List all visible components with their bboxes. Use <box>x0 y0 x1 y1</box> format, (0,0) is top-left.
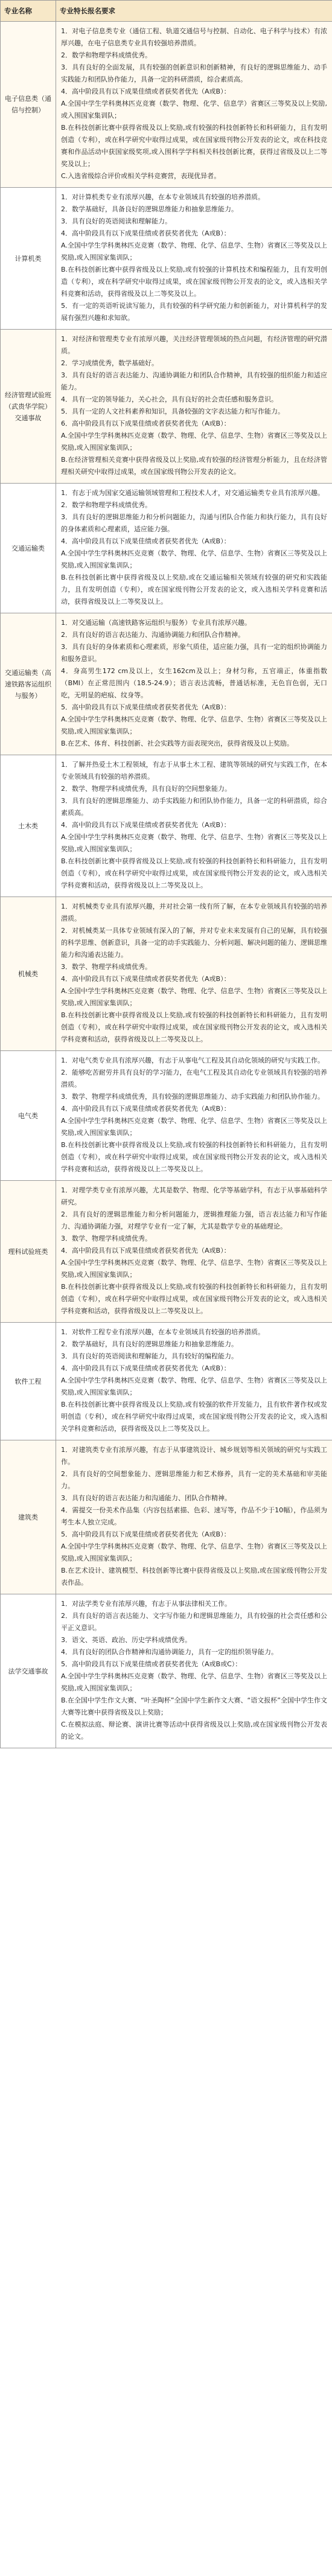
requirement-item: A.全国中学生学科奥林匹克竞赛（数学、物理、化学、信息学、生物）省赛区三等奖及以上奖励,或入围国家集训队； <box>61 1542 327 1562</box>
table-row <box>1 1181 332 1323</box>
requirement-list <box>56 484 332 613</box>
requirement-item: 2．具有良好的语言表达能力、文字写作能力和逻辑思维能力，具有较强的社会责任感和公平正义意识。 <box>61 1612 327 1632</box>
requirement-item: A.全国中学生学科奥林匹克竞赛（数学、物理、化学、信息学、生物）省赛区三等奖及以上奖励,或入围国家集训队； <box>61 1376 327 1396</box>
major-name: 软件工程 <box>1 1323 56 1440</box>
requirement-item: 3．具有良好的语言表达能力、沟通协调能力和团队合作精神，具有较强的组织能力和适应能力。 <box>61 371 327 391</box>
header-requirements: 专业特长报名要求 <box>56 1 332 22</box>
requirement-item: 4．高中阶段具有以下成果佳绩或者获奖者优先（A或B）： <box>61 821 231 829</box>
major-name: 建筑类 <box>1 1440 56 1594</box>
requirement-item: B.在科技创新比赛中获得省级及以上奖励,或有较强的科技创新特长和科研能力，且有发明创造（专利），或在科学研究中取得过成果，或在国家级刊物公开发表的论文，或入选相关学科竞赛和活动，获得省级及以上二等奖及以上。 <box>61 1011 327 1043</box>
requirement-item: 1．对理学类专业有浓厚兴趣，尤其是数学、物理、化学等基础学科，有志于从事基础科学研究。 <box>61 1186 327 1206</box>
table-row <box>1 1051 332 1181</box>
requirement-item: 1．对电子信息类专业（通信工程、轨道交通信号与控制、自动化、电子科学与技术）有浓厚兴趣，在电子信息类专业具有较强培养潜质。 <box>61 27 327 47</box>
table-row <box>1 1440 332 1594</box>
table-row <box>1 1323 332 1440</box>
major-name: 法学交通事故 <box>1 1594 56 1748</box>
requirement-list <box>56 1051 332 1181</box>
requirement-item: A.全国中学生学科奥林匹克竞赛（数学、物理、化学、信息学、生物）省赛区三等奖及以上奖励,或入围国家集训队； <box>61 715 327 735</box>
table-body <box>1 22 332 1748</box>
requirement-item: B.在科技创新比赛中获得省级及以上奖励,或有较强的科技创新特长和科研能力，且有发明创造（专利），或在科学研究中取得过成果，或在国家级刊物公开发表的论文，或入选相关学科竞赛和活动，获得省级及以上二等奖及以上。 <box>61 857 327 889</box>
major-name: 计算机类 <box>1 188 56 330</box>
requirement-list <box>56 1323 332 1440</box>
requirement-list <box>56 22 332 188</box>
major-name: 机械类 <box>1 897 56 1051</box>
major-name: 经济管理试验班（武贵华学院）交通事故 <box>1 330 56 484</box>
requirement-item: 1．对交通运输（高速铁路客运组织与服务）专业具有浓厚兴趣。 <box>61 619 251 627</box>
requirement-item: 1．对建筑类专业有浓厚兴趣，有志于从事建筑设计、城乡规划等相关领域的研究与实践工作。 <box>61 1446 327 1466</box>
requirement-item: 3．具有良好的全面发展，具有较强的创新意识和创新精神，有良好的逻辑思维能力、动手实践能力和团队协作能力，具备一定的科研潜质，综合素质高。 <box>61 63 327 83</box>
requirement-item: B.在科技创新比赛中获得省级及以上奖励,或有较强的科技创新特长和科研能力，且有发明创造（专利），或在科学研究中取得过成果，或在国家级刊物公开发表的论文，或在科技竞赛和作品活动中获国家级奖项,或入围科学学科相关科技创新比赛，获得过省级及以上二等奖及以上； <box>61 124 327 168</box>
header-major: 专业名称 <box>1 1 56 22</box>
requirement-item: 2．数学基础好，具有良好的逻辑思维能力和抽象思维能力。 <box>61 1340 238 1348</box>
requirement-item: 5．有一定的英语听说读写能力，具有较强的科学研究能力和创新能力，对计算机科学的发展有强烈兴趣和求知欲。 <box>61 302 327 322</box>
requirement-item: 4．需提交一份美术作品集（内容包括素描、色彩、速写等，作品不少于10幅），作品须为考生本人独立完成。 <box>61 1506 327 1526</box>
requirement-list <box>56 1181 332 1323</box>
requirement-item: 4．高中阶段具有以下成果佳绩或者获奖者优先（A或B）： <box>61 229 231 237</box>
requirement-item: A.全国中学生学科奥林匹克竞赛（数学、物理、化学、信息学、生物）省赛区三等奖及以上奖励,或入围国家集训队； <box>61 549 327 569</box>
table-row <box>1 613 332 755</box>
requirement-item: 3．数学、物理学科成绩优秀。 <box>61 1235 152 1242</box>
requirement-item: B.在科技创新比赛中获得省级及以上奖励,或有较强的科技创新特长和科研能力，且有发明创造（专利），或在科学研究中取得过成果，或在国家级刊物公开发表的论文，或入选相关学科竞赛和活动，获得省级及以上二等奖及以上。 <box>61 1283 327 1315</box>
major-name: 土木类 <box>1 755 56 897</box>
requirement-item: A.全国中学生学科奥林匹克竞赛（数学、物理、化学、信息学、生物）省赛区三等奖及以上奖励,或入围国家集训队； <box>61 987 327 1007</box>
requirement-item: 2．具有良好的逻辑思维能力和分析问题能力，逻辑推理能力强，语言表达能力和写作能力、沟通协调能力强，对理学专业有一定了解，尤其是数学专业的基础理论。 <box>61 1210 327 1230</box>
requirement-item: 3．数学、物理学科成绩优秀。 <box>61 963 152 971</box>
requirement-item: 5．高中阶段具有以下成果佳绩或者获奖者优先（A或B）： <box>61 1530 231 1538</box>
requirement-item: A.全国中学生学科奥林匹克竞赛（数学、物理、化学、信息学、生物）省赛区三等奖及以上奖励,或入围国家集训队； <box>61 1259 327 1279</box>
requirement-item: 5．高中阶段具有以下成果佳绩或者获奖者优先（A或B）： <box>61 703 231 711</box>
requirement-item: A.全国中学生学科奥林匹克竞赛（数学、物理、化学、信息学、生物）省赛区三等奖及以上奖励,或入围国家集训队； <box>61 241 327 261</box>
requirement-item: 3．具有良好的身体素质和心理素质，形象气质佳，适应能力强，具有一定的组织协调能力和服务意识。 <box>61 643 327 663</box>
requirement-item: 3．具有良好的逻辑思维能力和分析问题能力，沟通与团队合作能力和执行能力，具有良好的身体素质和心理素质，适应能力强。 <box>61 513 327 533</box>
requirement-item: 2．具有良好的语言表达能力、沟通协调能力和团队合作精神。 <box>61 631 244 639</box>
requirement-item: 4．具有一定的领导能力，关心社会，具有良好的社会责任感和服务意识。 <box>61 395 278 403</box>
requirement-list <box>56 1594 332 1748</box>
requirement-item: 5．高中阶段具有以下成果佳绩或者获奖者优先（A或B或C）： <box>61 1660 242 1668</box>
requirement-item: A.全国中学生学科奥林匹克竞赛（数学、物理、化学、信息学、生物）省赛区三等奖及以上奖励,或入围国家集训队； <box>61 1672 327 1692</box>
requirement-item: C.入选省级综合评价或相关学科竞赛营，表现优异者。 <box>61 172 221 180</box>
requirement-item: 4．高中阶段具有以下成果佳绩或者获奖者优先（A或B）： <box>61 88 231 95</box>
major-name: 交通运输类（高速铁路客运组织与服务） <box>1 613 56 755</box>
requirement-item: C.在模拟法庭、辩论赛、演讲比赛等活动中获得省级及以上奖励,或在国家级刊物公开发表的论文。 <box>61 1721 327 1740</box>
requirement-item: B.在经济管理相关竞赛中获得省级及以上奖励,或有较强的经济管理分析能力，且在经济管理相关研究中取得过成果，或在国家级刊物公开发表的论文。 <box>61 456 327 476</box>
requirement-item: 4．高中阶段具有以下成果佳绩或者获奖者优先（A或B）： <box>61 975 231 983</box>
requirement-item: 2．能够吃苦耐劳并具有良好的学习能力，在电气工程及其自动化专业领域具有较强的培养潜质。 <box>61 1069 327 1088</box>
requirement-item: 3．具有良好的英语阅读和理解能力，具有较好的编程能力。 <box>61 1352 238 1360</box>
requirement-item: 4．高中阶段具有以下成果佳绩或者获奖者优先（A或B）： <box>61 1364 231 1372</box>
requirement-item: 1．有志于成为国家交通运输领域管理和工程技术人才，对交通运输类专业具有浓厚兴趣。 <box>61 489 324 497</box>
requirement-item: 4．高中阶段具有以下成果佳绩或者获奖者优先（A或B）： <box>61 1105 231 1113</box>
header-row <box>1 1 332 22</box>
requirement-item: 2．学习成绩优秀，数学基础好。 <box>61 359 158 367</box>
requirement-list <box>56 897 332 1051</box>
requirement-item: 1．对计算机类专业有浓厚兴趣，在本专业领域具有较强的培养潜质。 <box>61 193 264 201</box>
requirement-item: A.全国中学生学科奥林匹克竞赛（数学、物理、化学、信息学）省赛区三等奖及以上奖励,或入围国家集训队； <box>61 100 327 120</box>
requirement-item: 2．数学、物理学科成绩优秀，具有良好的空间想象能力。 <box>61 785 231 793</box>
requirement-item: 6．高中阶段具有以下成果佳绩或者获奖者优先（A或B）： <box>61 420 231 427</box>
requirement-item: 1．对法学类专业有浓厚兴趣，有志于从事法律相关工作。 <box>61 1600 231 1608</box>
requirement-item: B.在科技创新比赛中获得省级及以上奖励,或有较强的计算机技术和编程能力，且有发明创造（专利），或在科学研究中取得过成果，或在国家级刊物公开发表的论文，或入选相关学科竞赛和活动，获得省级及以上二等奖及以上。 <box>61 266 327 298</box>
requirement-item: B.在科技创新比赛中获得省级及以上奖励,或有较强的软件开发能力，且有软件著作权或发明创造（专利），或在科学研究中取得过成果，或在国家级刊物公开发表的论文，或入选相关学科竞赛和活动，获得省级及以上二等奖及以上。 <box>61 1401 327 1433</box>
requirement-item: A.全国中学生学科奥林匹克竞赛（数学、物理、化学、信息学、生物）省赛区三等奖及以上奖励,或入围国家集训队； <box>61 833 327 853</box>
requirement-item: 2．数学和物理学科成绩优秀。 <box>61 51 152 59</box>
requirement-item: 3．数学、物理学科成绩优秀，具有较强的逻辑思维能力、动手实践能力和团队协作能力。 <box>61 1093 324 1101</box>
requirement-item: 3．具有良好的逻辑思维能力、动手实践能力和团队协作能力，具备一定的科研潜质，综合素质高。 <box>61 797 327 817</box>
requirement-item: 2．具有良好的空间想象能力、逻辑思维能力和艺术修养，具有一定的美术基础和审美能力。 <box>61 1470 327 1490</box>
requirement-item: B.在科技创新比赛中获得省级及以上奖励,或有较强的科技创新特长和科研能力，且有发明创造（专利），或在科学研究中取得过成果，或在国家级刊物公开发表的论文，或入选相关学科竞赛和活动，获得省级及以上二等奖及以上。 <box>61 1141 327 1173</box>
requirement-item: 1．了解并热爱土木工程领域，有志于从事土木工程、建筑等领域的研究与实践工作，在本专业领域具有较强的培养潜质。 <box>61 761 327 781</box>
requirement-list <box>56 188 332 330</box>
requirement-item: 3．具有良好的语言表达能力和沟通能力、团队合作精神。 <box>61 1494 231 1502</box>
requirement-item: 2．对机械类某一具体专业领域有深入的了解，并对专业未来发展有自己的见解，具有较强的科学思维、创新意识，具备一定的动手实践能力、分析问题、解决问题的能力、逻辑思维能力和沟通表达能力。 <box>61 927 327 959</box>
requirement-item: 2．数学基础好，具备良好的逻辑思维能力和抽象思维能力。 <box>61 205 238 213</box>
major-name: 理科试验班类 <box>1 1181 56 1323</box>
table-row <box>1 330 332 484</box>
requirement-list <box>56 755 332 897</box>
requirement-item: 4．高中阶段具有以下成果佳绩或者获奖者优先（A或B）： <box>61 1247 231 1254</box>
table-row <box>1 484 332 613</box>
requirement-list <box>56 613 332 755</box>
requirement-item: B.在全国中学生作文大赛、“叶圣陶杯”全国中学生新作文大赛、“语文报杯”全国中学生作文大赛等比赛中获得省级及以上奖励； <box>61 1696 327 1716</box>
major-name: 交通运输类 <box>1 484 56 613</box>
table-row <box>1 188 332 330</box>
requirement-item: 3．具有良好的英语阅读和理解能力。 <box>61 217 171 225</box>
table-row <box>1 22 332 188</box>
requirement-item: B.在艺术设计、建筑模型、科技创新等比赛中获得省级及以上奖励,或在国家级刊物公开发表作品。 <box>61 1567 327 1587</box>
table-row <box>1 1594 332 1748</box>
requirement-item: 1．对软件工程专业有浓厚兴趣，在本专业领域具有较强的培养潜质。 <box>61 1328 264 1336</box>
major-name: 电子信息类（通信与控制） <box>1 22 56 188</box>
requirement-item: 4．身高男生172 cm及以上，女生162cm及以上；身材匀称，五官端正，体重指数（BMI）在正常范围内（18.5-24.9）；语言表达流畅，普通话标准，无色盲色弱，无口吃，无明显的疤痕、纹身等。 <box>61 667 327 699</box>
requirement-item: 2．数学和物理学科成绩优秀。 <box>61 501 152 509</box>
requirement-item: B.在科技创新比赛中获得省级及以上奖励,或在交通运输相关领域有较强的研究和实践能力，且有发明创造（专利），或在国家级刊物公开发表的论文，或入选相关学科竞赛和活动，获得省级及以上二等奖及以上。 <box>61 574 327 606</box>
requirement-list <box>56 1440 332 1594</box>
requirement-item: 3．语文、英语、政治、历史学科成绩优秀。 <box>61 1636 191 1644</box>
requirement-item: 4．具有良好的团队合作精神和沟通协调能力，具有一定的组织领导能力。 <box>61 1648 278 1656</box>
requirement-item: 4．高中阶段具有以下成果佳绩或者获奖者优先（A或B）： <box>61 537 231 545</box>
requirement-item: A.全国中学生学科奥林匹克竞赛（数学、物理、化学、信息学、生物）省赛区三等奖及以上奖励,或入围国家集训队； <box>61 1117 327 1137</box>
requirement-item: 1．对经济和管理类专业有浓厚兴趣，关注经济管理领域的热点问题，有经济管理的研究潜质。 <box>61 335 327 355</box>
requirement-item: A.全国中学生学科奥林匹克竞赛（数学、物理、化学、信息学、生物）省赛区三等奖及以上奖励,或入围国家集训队； <box>61 432 327 452</box>
requirement-item: B.在艺术、体育、科技创新、社会实践等方面表现突出，获得省级及以上奖励。 <box>61 740 294 747</box>
requirement-list <box>56 330 332 484</box>
table-row <box>1 897 332 1051</box>
major-name: 电气类 <box>1 1051 56 1181</box>
requirement-item: 1．对机械类专业具有浓厚兴趣，并对社会第一线有所了解，在本专业领域具有较强的培养潜质。 <box>61 903 327 922</box>
table-row <box>1 755 332 897</box>
requirement-item: 1．对电气类专业具有浓厚兴趣，有志于从事电气工程及其自动化领域的研究与实践工作。 <box>61 1056 324 1064</box>
requirement-item: 5．具有一定的人文社科素养和知识，具备较强的文字表达能力和写作能力。 <box>61 407 284 415</box>
